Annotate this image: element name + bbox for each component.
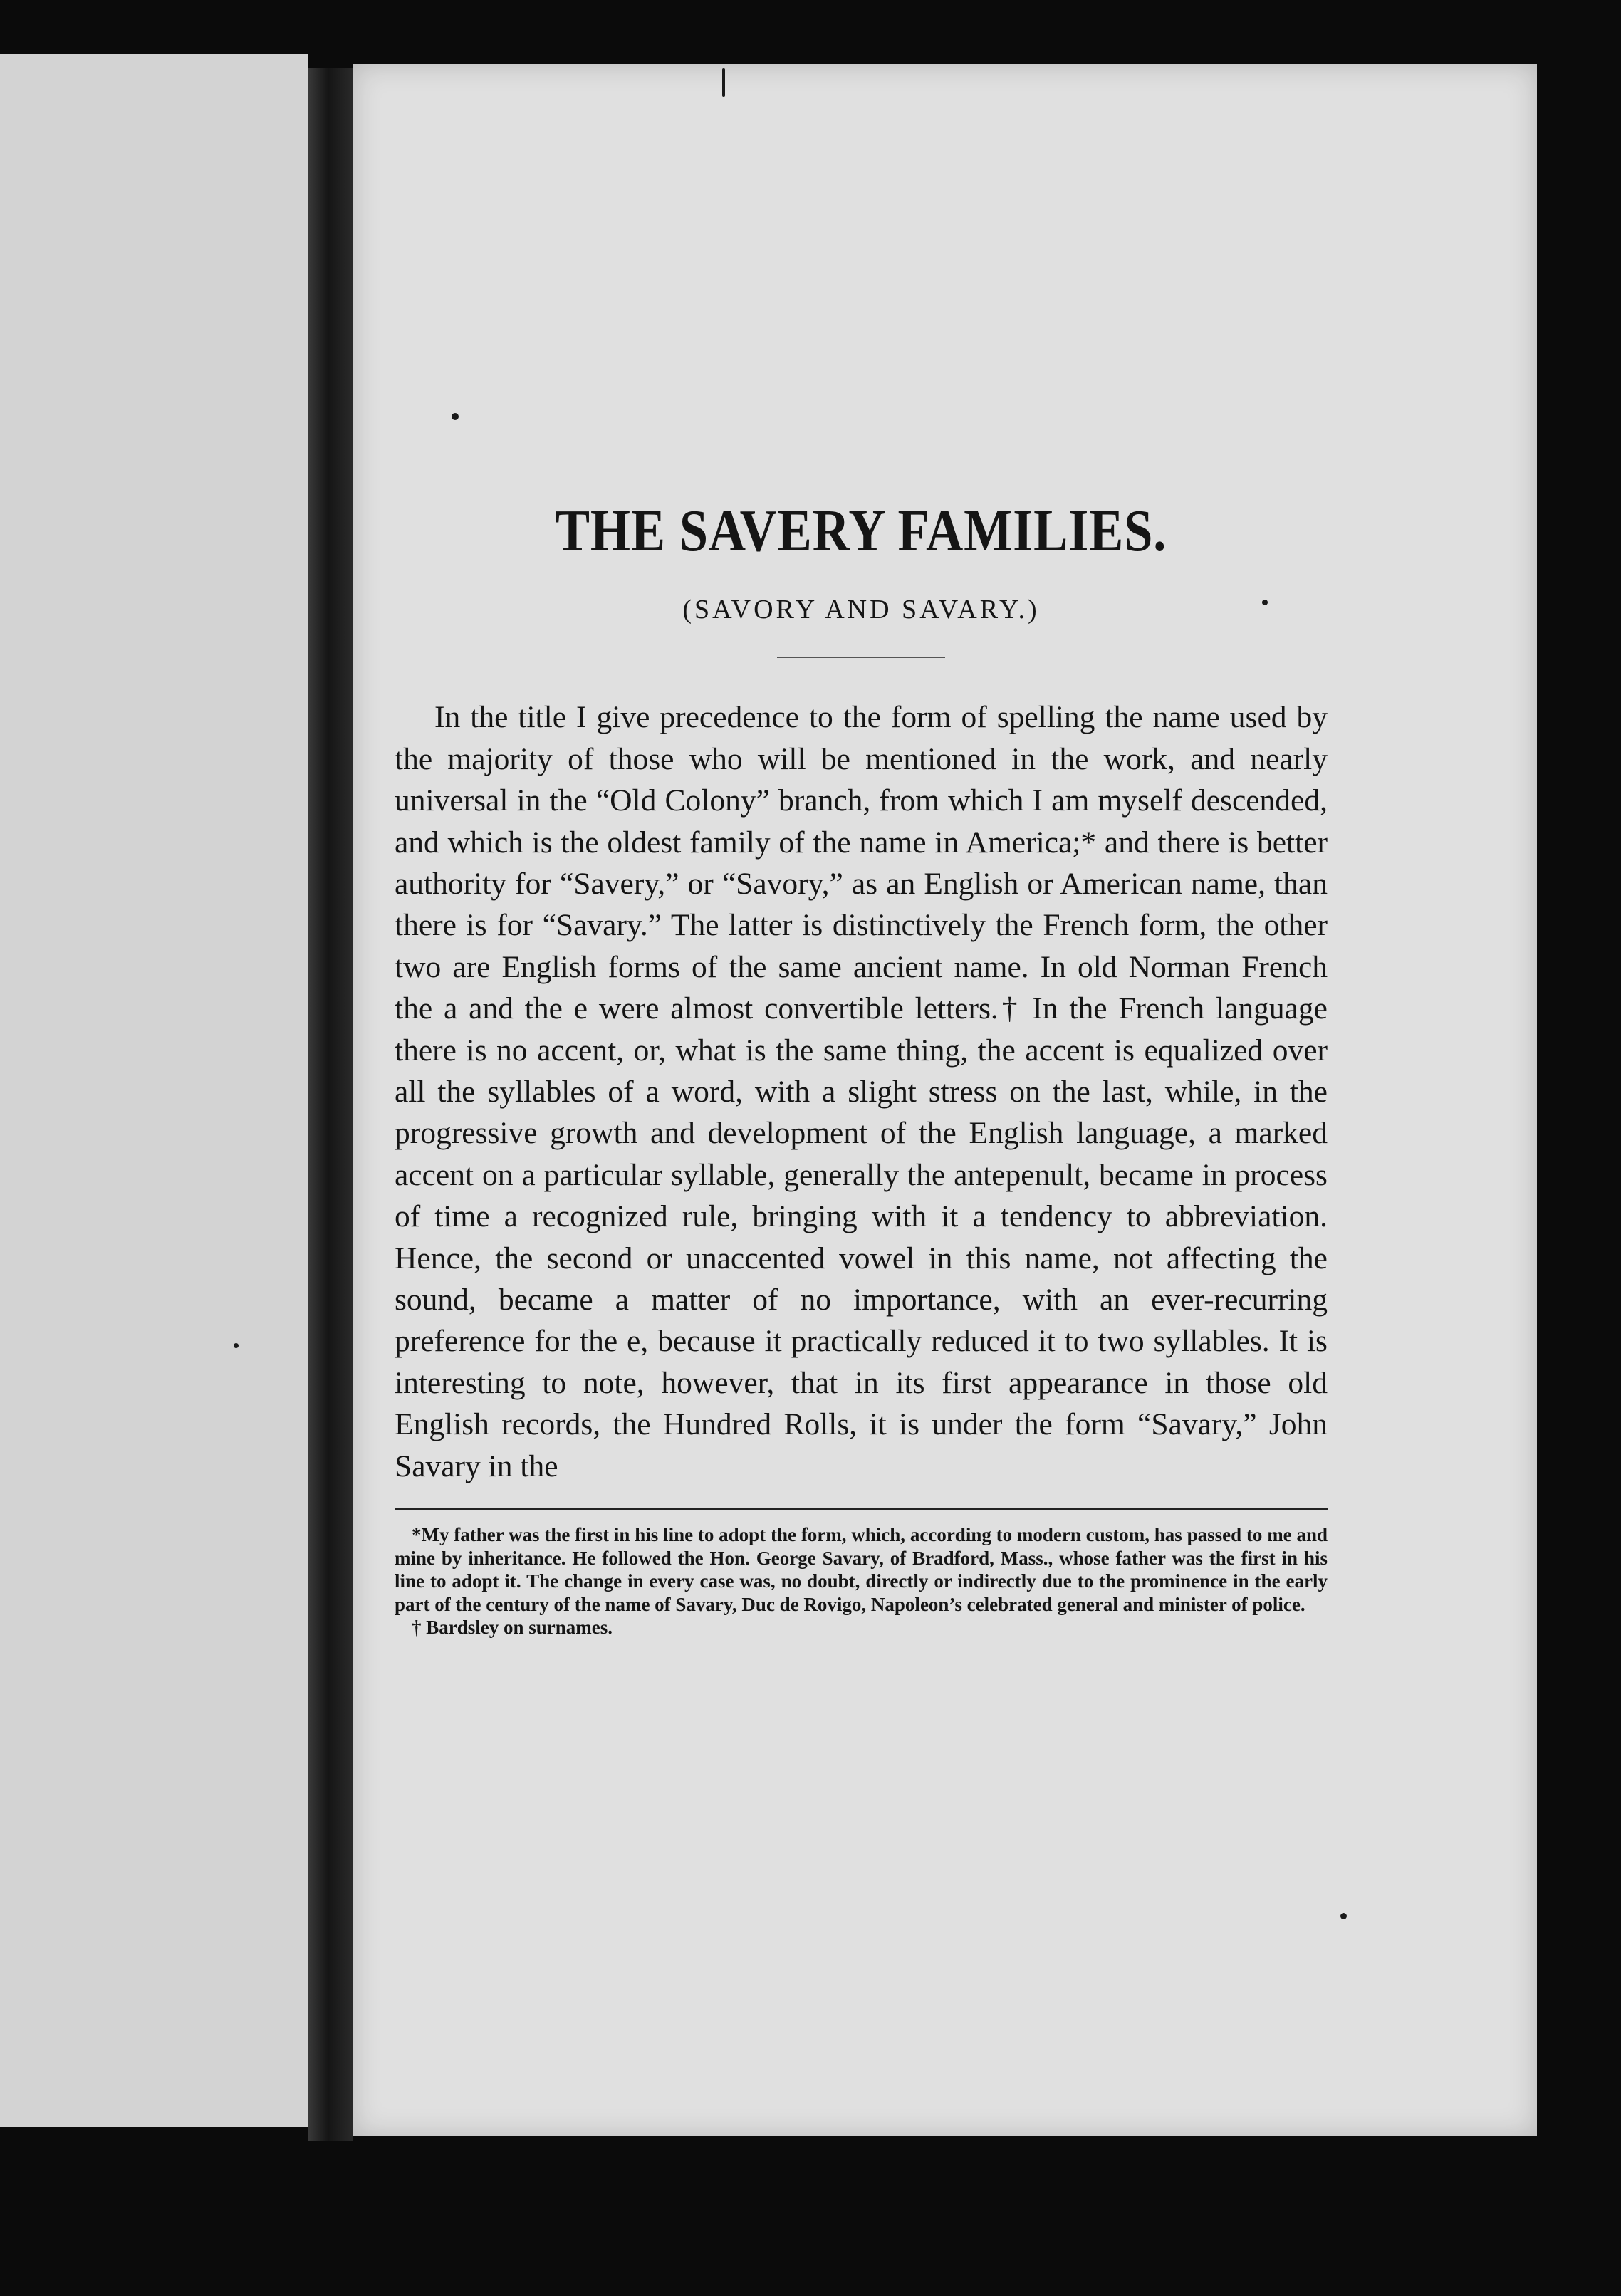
footnote-asterisk: *My father was the first in his line to adopt the form, which, according to modern custom, has passed to me and mine by inheritance. He followed the Hon. George Savary, of Bradford, Mass., whose father was the first in his line to adopt it. The change in every case was, no doubt, directly or indirectly due to the prominence in the early part of the century of the name of Savary, Duc de Rovigo, Napoleon’s celebrated general and minister of police. [395, 1524, 1328, 1615]
body-paragraph: In the title I give precedence to the form of spelling the name used by the majority of those who will be mentioned in the work, and nearly universal in the “Old Colony” branch, from which I am myself descended, and which is the oldest family of the name in America;* and there is better authority for “Savery,” or “Savory,” as an English or American name, than there is for “Savary.” The latter is distinctively the French form, the other two are English forms of the same ancient name. In old Norman French the a and the e were almost convertible letters.† In the French language there is no accent, or, what is the same thing, the accent is equalized over all the syllables of a word, with a slight stress on the last, while, in the progressive growth and development of the English language, a marked accent on a particular syllable, generally the antepenult, became in process of time a recognized rule, bringing with it a tendency to abbreviation. Hence, the second or unaccented vowel in this name, not affecting the sound, became a matter of no importance, with an ever-recurring preference for the e, because it practically reduced it to two syllables. It is interesting to note, however, that in its first appearance in those old English records, the Hundred Rolls, it is under the form “Savary,” John Savary in the [395, 700, 1328, 1483]
book-gutter [308, 68, 353, 2141]
title-divider [777, 657, 945, 658]
footnote-dagger: † Bardsley on surnames. [412, 1617, 613, 1639]
footnotes [395, 1523, 1328, 1639]
ink-speck [234, 1343, 239, 1348]
left-page [0, 54, 308, 2127]
ink-speck [1340, 1913, 1347, 1919]
footnote-divider [395, 1508, 1328, 1510]
ink-speck [722, 68, 725, 97]
ink-speck [452, 413, 459, 420]
page-content [395, 499, 1328, 1639]
page-subtitle: (SAVORY AND SAVARY.) [682, 595, 1040, 625]
page-title: THE SAVERY FAMILIES. [555, 498, 1167, 564]
